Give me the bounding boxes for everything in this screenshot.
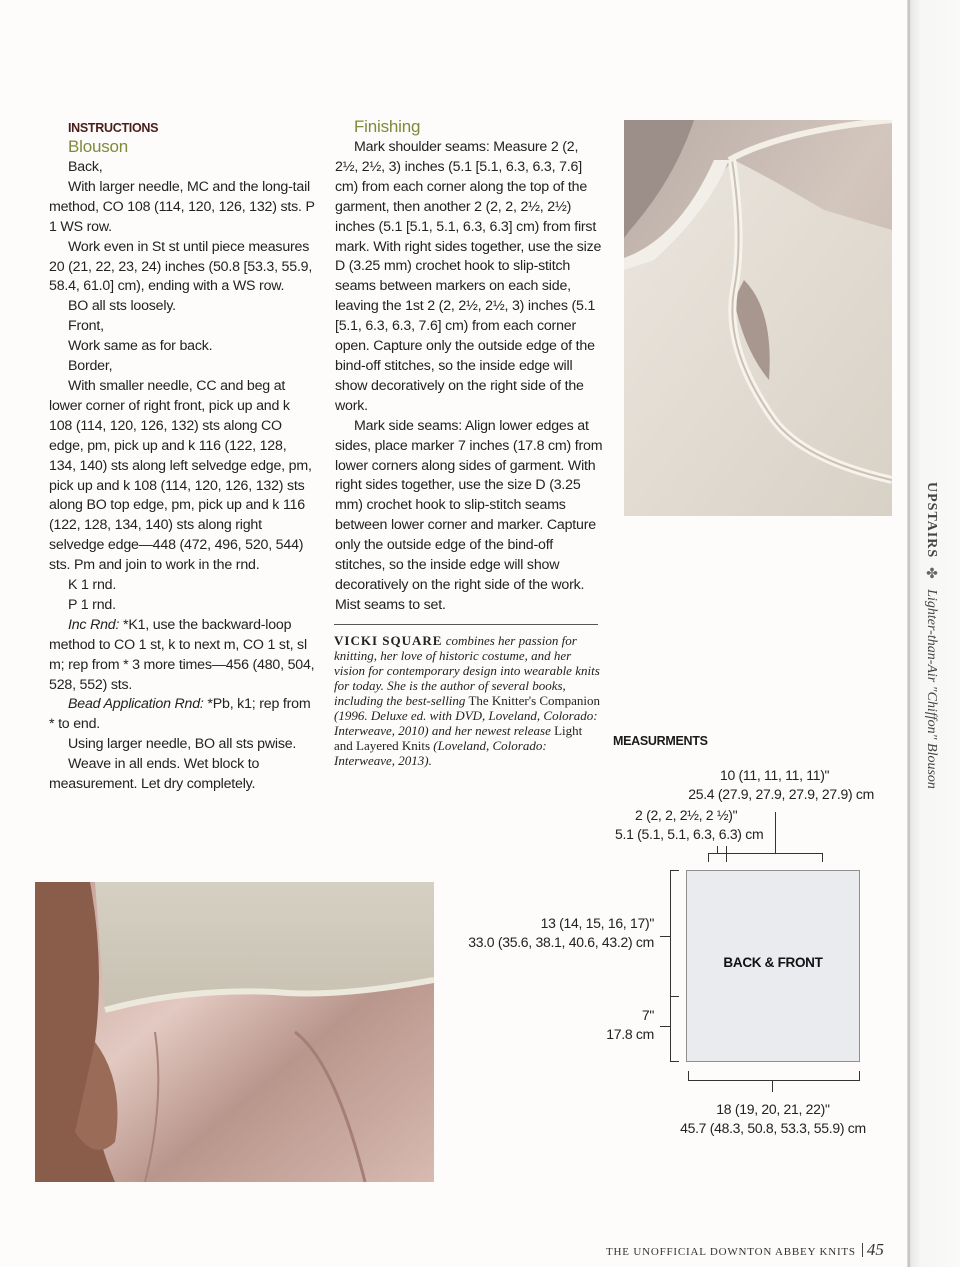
bio-text-1: combines her passion for knitting, her love of historic costume, and her vision for contemporary design into wearable knits for today. She is the author of several books, including the best-selling — [334, 633, 600, 708]
paragraph-border: Border, — [68, 358, 113, 375]
top-width-in: 10 (11, 11, 11, 11)" — [720, 767, 830, 783]
shoulder-detail-photo — [624, 120, 892, 516]
paragraph-k1-rnd: K 1 rnd. — [68, 577, 117, 594]
top-dimension-tick-right — [822, 853, 823, 862]
paragraph-back-work: Work even in St st until piece measures 20 (21, 22, 23, 24) inches (50.8 [53.3, 55.9, 58.4, 61.0] cm), ending with a WS row. — [49, 238, 313, 295]
paragraph-border-pickup: With smaller needle, CC and beg at lower corner of right front, pick up and k 108 (114, 120, 126, 132) sts along CO edge, pm, pick up and k 116 (122, 128, 134, 140) sts along left selvedge edge, pm, pick up and k 108 (114, 120, 126, 132) sts along BO top edge, pm, pick up and k 116 (122, 128, 134, 140) sts along right selvedge edge—448 (472, 496, 520, 544) sts. Pm and join to work in the rnd. — [49, 377, 312, 574]
paragraph-weave: Weave in all ends. Wet block to measurement. Let dry completely. — [49, 756, 260, 793]
side-length-dimension — [440, 914, 654, 952]
side-slit-cm: 17.8 cm — [606, 1026, 654, 1042]
bottom-dimension-tick-left — [688, 1071, 689, 1081]
bio-divider — [334, 624, 598, 625]
shoulder-in: 2 (2, 2, 2½, 2 ½)" — [635, 807, 738, 823]
binding-shadow — [908, 0, 910, 1267]
side-dimension-tick-bottom — [670, 1061, 679, 1062]
side-dimension-leader — [660, 936, 670, 937]
slit-marker-tick — [670, 996, 679, 997]
shoulder-cm: 5.1 (5.1, 5.1, 6.3, 6.3) cm — [615, 826, 764, 842]
top-width-cm: 25.4 (27.9, 27.9, 27.9, 27.9) cm — [688, 786, 874, 802]
paragraph-shoulder-seams: Mark shoulder seams: Measure 2 (2, 2½, 2½, 3) inches (5.1 [5.1, 6.3, 6.3, 7.6] cm) from each corner along the top of the garment, then another 2 (2, 2, 2½, 2½) inches (5.1 [5.1, 5.1, 6.3, 6.3] cm) from first mark. With right sides together, use the size D (3.25 mm) crochet hook to slip-stitch seams between markers on each side, leaving the 1st 2 (2, 2½, 2½, 3) inches (5.1 [5.1, 6.3, 6.3, 7.6] cm) from each corner open. Capture only the outside edge of the bind-off stitches, so the inside edge will show decoratively on the right side of the work. — [335, 139, 602, 414]
paragraph-back-bo: BO all sts loosely. — [68, 298, 176, 315]
running-head-section: UPSTAIRS — [924, 482, 939, 559]
bottom-dimension-tick-right — [859, 1071, 860, 1081]
finishing-subhead: Finishing — [354, 117, 421, 136]
bottom-width-in: 18 (19, 20, 21, 22)" — [716, 1101, 830, 1117]
bottom-dimension-line — [688, 1080, 860, 1081]
slit-dimension-leader — [660, 1026, 670, 1027]
top-width-dimension — [650, 766, 874, 804]
footer-divider — [862, 1243, 863, 1257]
shoulder-photo-art — [624, 120, 892, 516]
running-head — [921, 482, 941, 822]
shoulder-dimension — [615, 806, 785, 844]
bio-text-2: (1996. Deluxe ed. with DVD, Loveland, Colorado: Interweave, 2010) and her newest release — [334, 708, 598, 738]
instructions-column — [49, 120, 315, 795]
paragraph-bead-rnd — [49, 695, 315, 735]
hem-photo-art — [35, 882, 434, 1182]
side-length-in: 13 (14, 15, 16, 17)" — [540, 915, 654, 931]
side-dimension-tick-top — [670, 870, 679, 871]
paragraph-bo-pwise: Using larger needle, BO all sts pwise. — [68, 736, 297, 753]
blouson-subhead: Blouson — [68, 137, 129, 156]
side-slit-dimension — [560, 1006, 654, 1044]
ornament-icon: ✤ — [924, 565, 939, 582]
bead-rnd-label: Bead Application Rnd: — [68, 696, 204, 713]
paragraph-back-co: With larger needle, MC and the long-tail method, CO 108 (114, 120, 126, 132) sts. P 1 WS row. — [49, 178, 315, 235]
paragraph-back: Back, — [68, 159, 103, 175]
paragraph-front: Front, — [68, 318, 104, 335]
running-head-title: Lighter-than-Air "Chiffon" Blouson — [924, 589, 939, 789]
bottom-width-dimension — [660, 1100, 886, 1138]
bottom-dimension-leader — [772, 1080, 773, 1092]
shoulder-dimension-leader — [717, 846, 718, 854]
paragraph-front-work: Work same as for back. — [68, 338, 213, 355]
author-name: VICKI SQUARE — [334, 633, 443, 648]
author-bio — [334, 633, 602, 768]
bio-book-2: Light and Layered Knits — [334, 723, 583, 753]
bottom-width-cm: 45.7 (48.3, 50.8, 53.3, 55.9) cm — [680, 1120, 866, 1136]
side-length-cm: 33.0 (35.6, 38.1, 40.6, 43.2) cm — [468, 934, 654, 950]
measurements-label: MEASURMENTS — [613, 734, 708, 748]
hem-detail-photo — [35, 882, 434, 1182]
paragraph-p1-rnd: P 1 rnd. — [68, 596, 116, 613]
paragraph-side-seams: Mark side seams: Align lower edges at sides, place marker 7 inches (17.8 cm) from lower corners along sides of garment. With right sides together, use the size D (3.25 mm) crochet hook to slip-stitch seams between lower corner and marker. Capture only the outside edge of the bind-off stitches, so the inside edge will show decoratively on the right side of the work. Mist seams to set. — [335, 417, 603, 613]
page-footer — [606, 1240, 906, 1260]
page-number: 45 — [866, 1240, 884, 1259]
top-dimension-leader — [775, 812, 776, 854]
back-front-schematic — [686, 870, 860, 1062]
finishing-column — [335, 116, 603, 616]
paragraph-inc-rnd — [49, 616, 315, 696]
bio-text-3: (Loveland, Colorado: Interweave, 2013). — [334, 738, 547, 768]
inc-rnd-label: Inc Rnd: — [68, 616, 120, 633]
bio-book-1: The Knitter's Companion — [468, 693, 601, 708]
footer-book-title: THE UNOFFICIAL DOWNTON ABBEY KNITS — [606, 1246, 856, 1258]
shoulder-dimension-tick — [726, 846, 727, 862]
side-slit-in: 7" — [641, 1007, 654, 1023]
bead-rnd-text: *Pb, k1; rep from * to end. — [49, 696, 311, 733]
schematic-label: BACK & FRONT — [723, 955, 823, 970]
instructions-label: INSTRUCTIONS — [68, 121, 159, 135]
inc-rnd-text: *K1, use the backward-loop method to CO 1 st, k to next m, CO 1 st, sl m; rep from * 3 more times—456 (480, 504, 528, 552) sts. — [49, 616, 315, 693]
side-dimension-line — [670, 870, 671, 1062]
top-dimension-tick-left — [708, 853, 709, 862]
